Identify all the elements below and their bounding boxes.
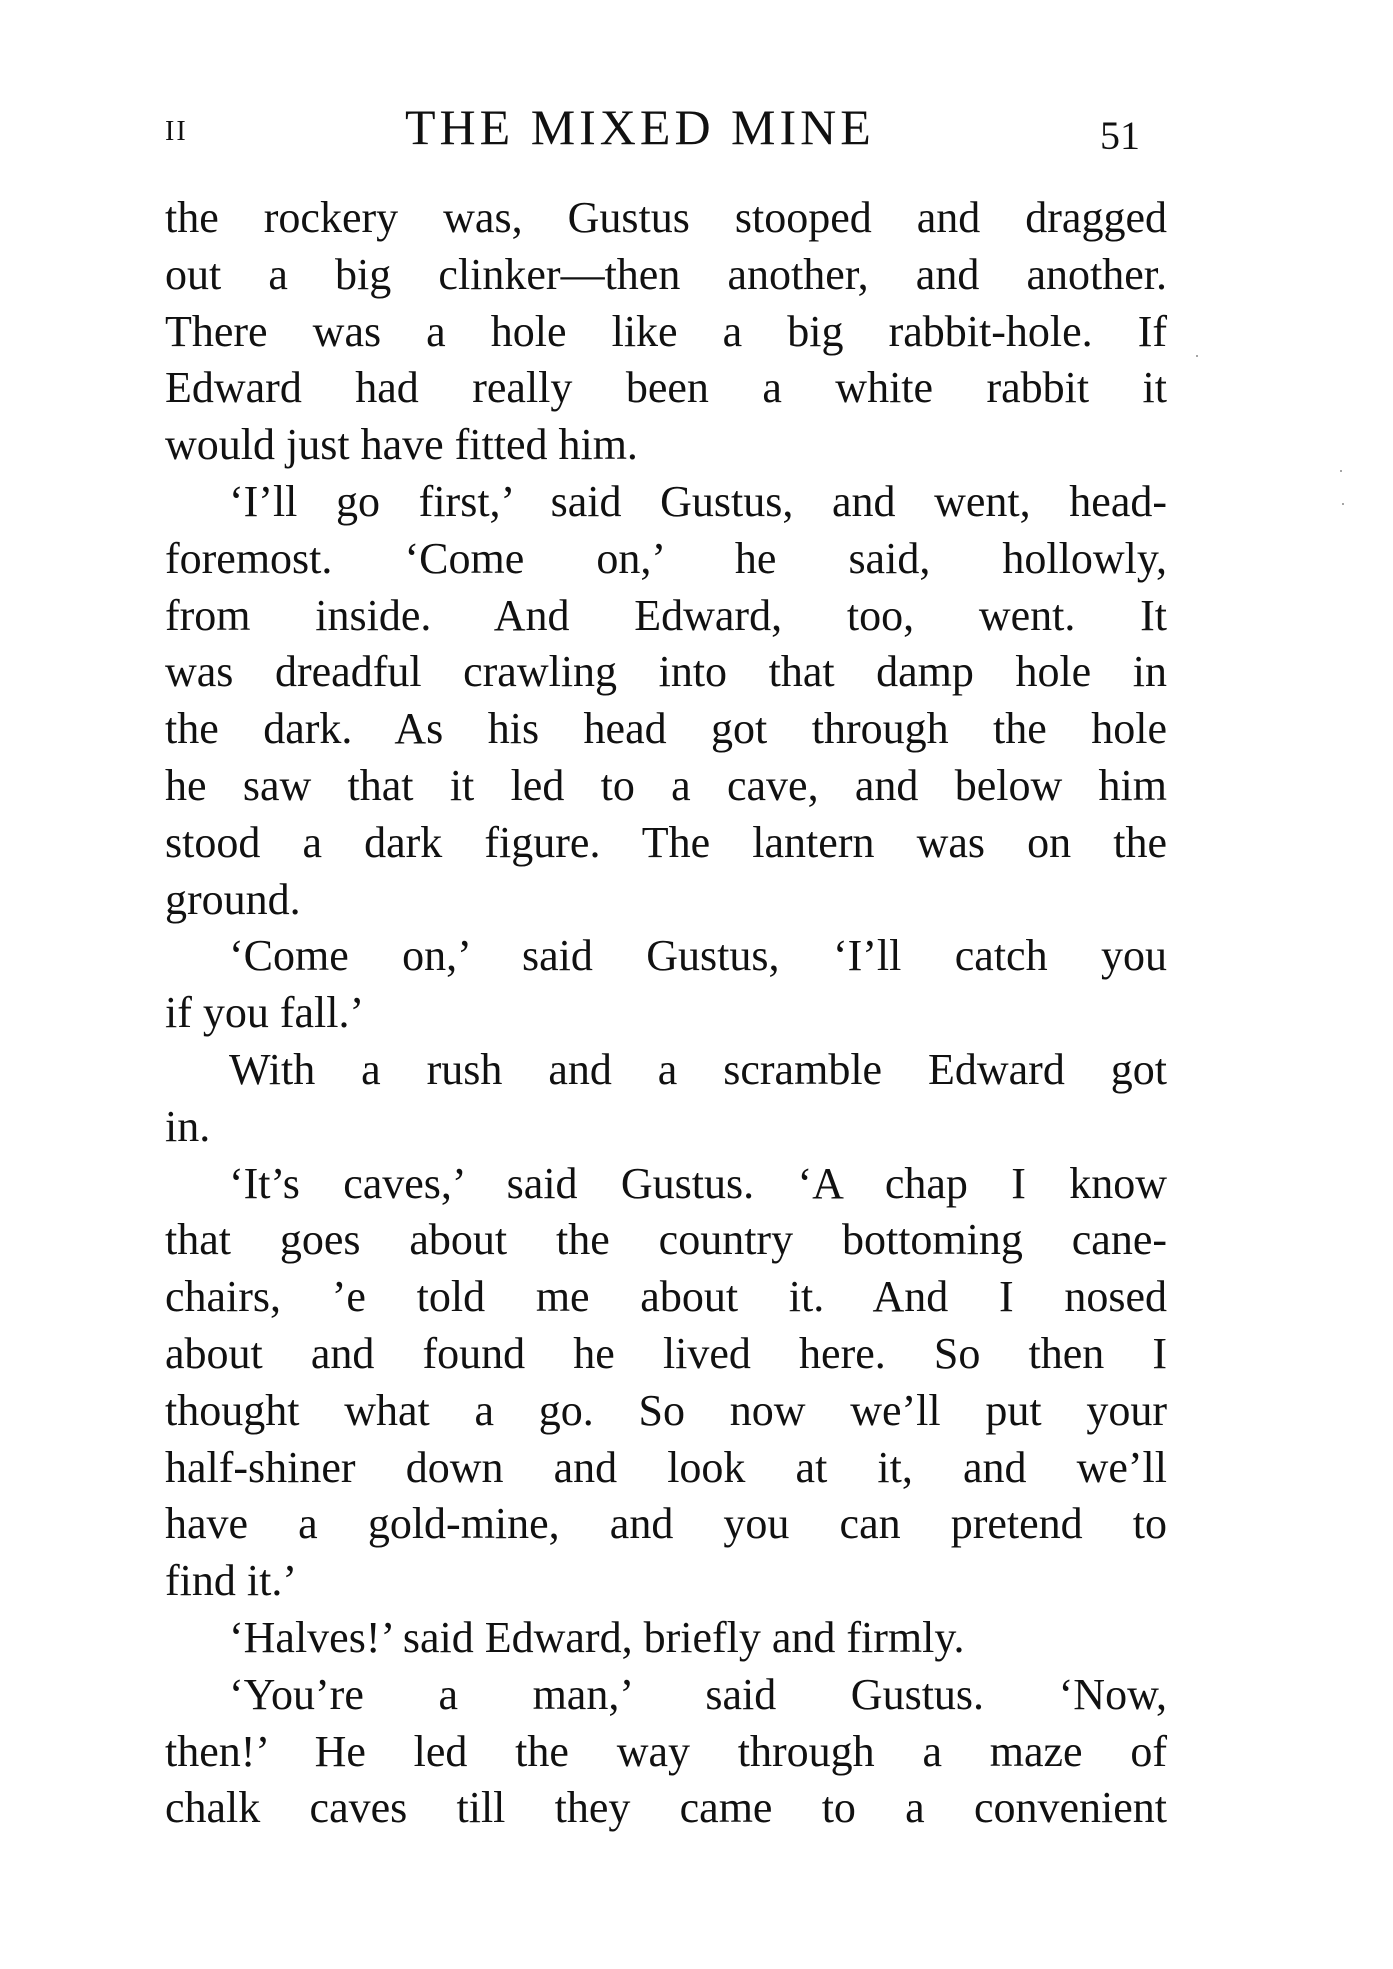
text-line: foremost. ‘Come on,’ he said, hollowly,	[165, 533, 1167, 583]
text-line: ‘You’re a man,’ said Gustus. ‘Now,	[229, 1669, 1167, 1719]
paper-speck	[1196, 355, 1198, 357]
text-line: the dark. As his head got through the hole	[165, 704, 1167, 754]
text-line: out a big clinker—then another, and another.	[165, 249, 1167, 299]
text-line: the rockery was, Gustus stooped and dragged	[165, 193, 1167, 242]
running-title: THE MIXED MINE	[405, 99, 875, 155]
text-line: stood a dark figure. The lantern was on the	[165, 817, 1167, 867]
text-line: from inside. And Edward, too, went. It	[165, 590, 1167, 640]
chapter-number: II	[165, 116, 188, 147]
text-line: that goes about the country bottoming cane-	[165, 1215, 1167, 1265]
body-text	[165, 190, 1167, 1837]
text-line: chairs, ’e told me about it. And I nosed	[165, 1272, 1167, 1322]
text-line: ground.	[165, 874, 301, 924]
text-line: ‘Come on,’ said Gustus, ‘I’ll catch you	[229, 931, 1167, 981]
text-line: thought what a go. So now we’ll put your	[165, 1385, 1167, 1435]
text-line: With a rush and a scramble Edward got	[229, 1044, 1167, 1094]
text-line: he saw that it led to a cave, and below him	[165, 760, 1167, 810]
text-line: in.	[165, 1101, 211, 1151]
text-line: would just have fitted him.	[165, 420, 638, 470]
text-line: ‘Halves!’ said Edward, briefly and firmly.	[229, 1612, 965, 1662]
paper-speck	[1342, 503, 1344, 505]
text-line: Edward had really been a white rabbit it	[165, 363, 1167, 413]
page-number: 51	[1100, 113, 1140, 158]
text-line: if you fall.’	[165, 988, 365, 1038]
text-line: was dreadful crawling into that damp hole in	[165, 647, 1167, 697]
text-line: then!’ He led the way through a maze of	[165, 1726, 1167, 1776]
text-line: find it.’	[165, 1556, 297, 1606]
text-line: have a gold-mine, and you can pretend to	[165, 1499, 1167, 1549]
text-line: ‘It’s caves,’ said Gustus. ‘A chap I know	[229, 1158, 1167, 1208]
text-line: There was a hole like a big rabbit-hole. If	[165, 306, 1167, 356]
running-head	[0, 98, 1393, 158]
text-line: chalk caves till they came to a convenient	[165, 1783, 1167, 1833]
text-line: half-shiner down and look at it, and we’ll	[165, 1442, 1167, 1492]
text-line: about and found he lived here. So then I	[165, 1328, 1167, 1378]
text-line: ‘I’ll go first,’ said Gustus, and went, head-	[229, 476, 1167, 526]
paper-speck	[1340, 470, 1342, 472]
